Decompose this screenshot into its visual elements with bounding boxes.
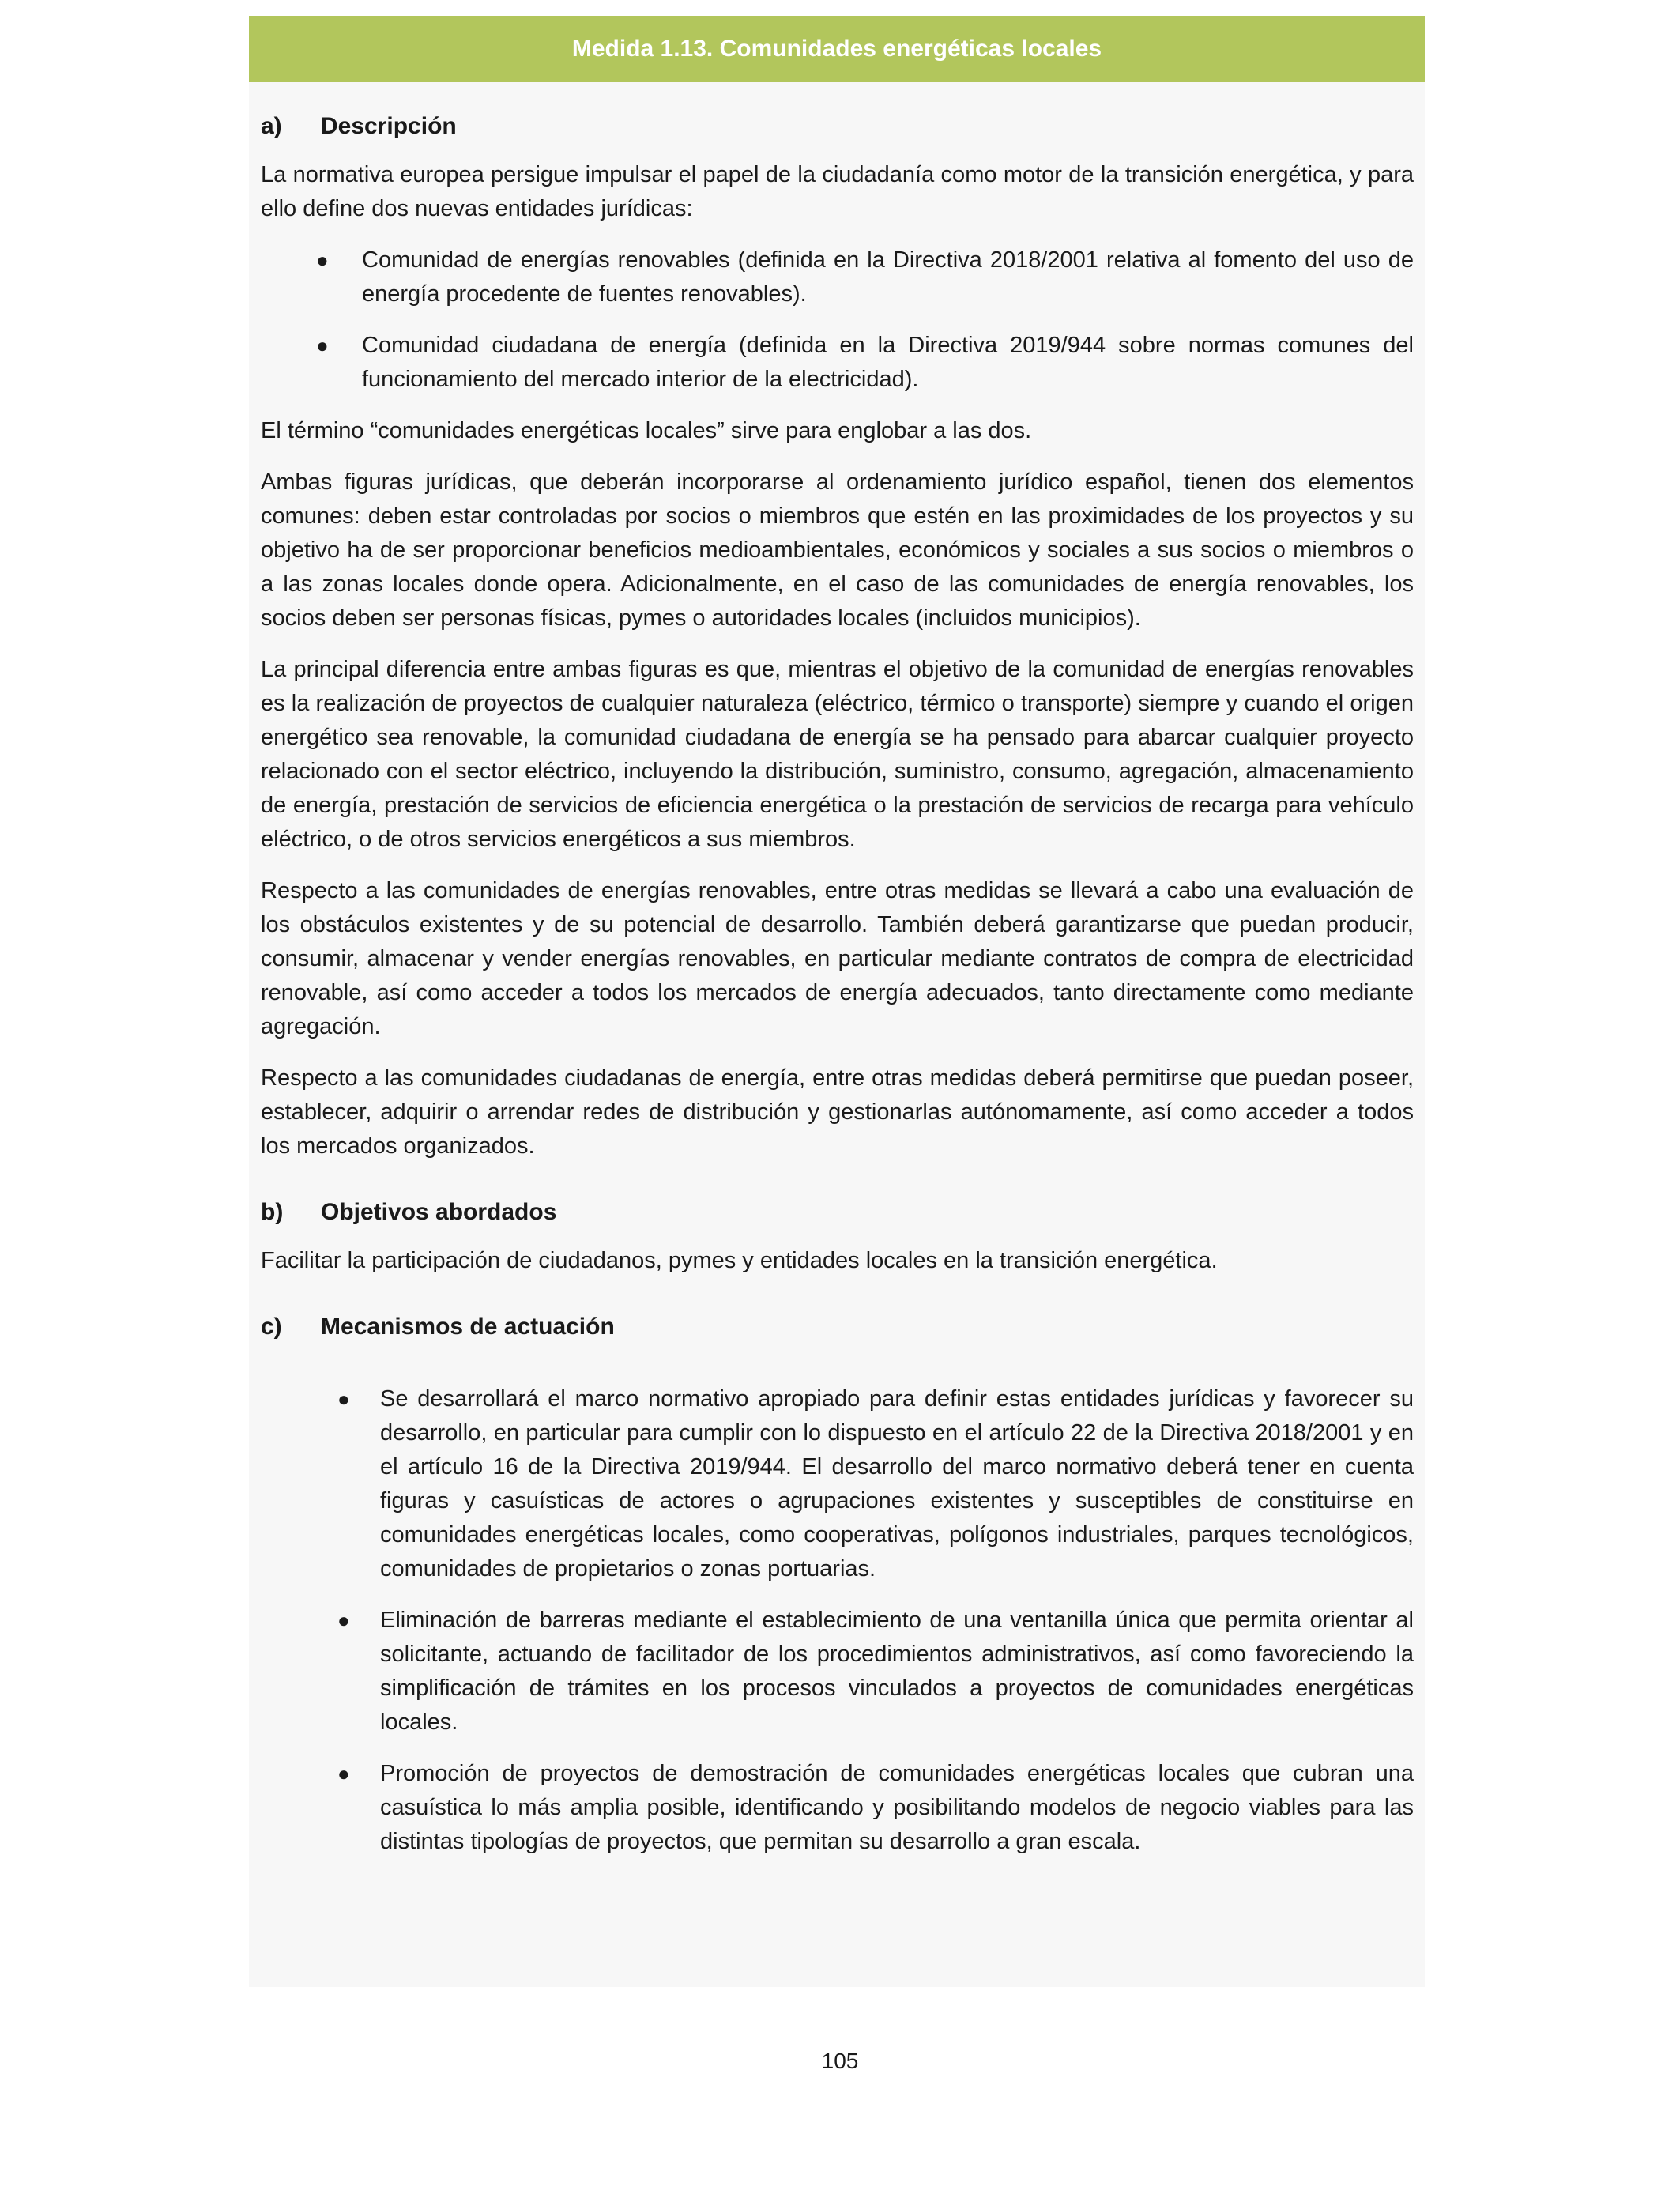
list-item-text: Comunidad de energías renovables (definida en la Directiva 2018/2001 relativa al fomento del uso de energía procedente de fuentes renovables).: [362, 247, 1414, 307]
list-item-text: Promoción de proyectos de demostración de comunidades energéticas locales que cubran una casuística lo más amplia posible, identificando y posibilitando modelos de negocio viables para las distintas tipologías de proyectos, que permitan su desarrollo a gran escala.: [380, 1761, 1414, 1854]
section-a-intro: La normativa europea persigue impulsar el papel de la ciudadanía como motor de la transición energética, y para ello define dos nuevas entidades jurídicas:: [261, 162, 1414, 221]
list-item-text: Comunidad ciudadana de energía (definida en la Directiva 2019/944 sobre normas comunes del funcionamiento del mercado interior de la electricidad).: [362, 333, 1414, 392]
section-a-heading: [261, 109, 1414, 144]
section-b-text: Facilitar la participación de ciudadanos, pymes y entidades locales en la transición energética.: [261, 1248, 1218, 1273]
list-item-text: Eliminación de barreras mediante el establecimiento de una ventanilla única que permita orientar al solicitante, actuando de facilitador de los procedimientos administrativos, así como favoreciendo la simplificación de trámites en los procesos vinculados a proyectos de comunidades energéticas locales.: [380, 1608, 1414, 1735]
page-number: 105: [821, 2049, 859, 2073]
measure-content: [249, 82, 1425, 1859]
measure-box: [249, 16, 1425, 1987]
list-item: [261, 329, 1414, 397]
list-item-text: Se desarrollará el marco normativo apropiado para definir estas entidades jurídicas y favorecer su desarrollo, en particular para cumplir con lo dispuesto en el artículo 22 de la Directiva 2018/2001 y en el artículo 16 de la Directiva 2019/944. El desarrollo del marco normativo deberá tener en cuenta figuras y casuísticas de actores o agrupaciones existentes y susceptibles de constituirse en comunidades energéticas locales, como cooperativas, polígonos industriales, parques tecnológicos, comunidades de propietarios o zonas portuarias.: [380, 1386, 1414, 1581]
section-a-letter: a): [261, 113, 282, 139]
bullet-icon: ●: [337, 1608, 350, 1632]
list-item: [261, 1382, 1414, 1586]
bullet-icon: ●: [316, 248, 329, 272]
bullet-icon: ●: [316, 334, 329, 357]
bullet-icon: ●: [337, 1387, 350, 1411]
section-c-heading: [261, 1310, 1414, 1344]
section-a-title: Descripción: [321, 113, 457, 139]
section-b-letter: b): [261, 1199, 284, 1225]
paragraph: La principal diferencia entre ambas figuras es que, mientras el objetivo de la comunidad de energías renovables es la realización de proyectos de cualquier naturaleza (eléctrico, térmico o transporte) siempre y cuando el origen energético sea renovable, la comunidad ciudadana de energía se ha pensado para abarcar cualquier proyecto relacionado con el sector eléctrico, incluyendo la distribución, suministro, consumo, agregación, almacenamiento de energía, prestación de servicios de eficiencia energética o la prestación de servicios de recarga para vehículo eléctrico, o de otros servicios energéticos a sus miembros.: [261, 657, 1414, 852]
paragraph: Respecto a las comunidades de energías renovables, entre otras medidas se llevará a cabo una evaluación de los obstáculos existentes y de su potencial de desarrollo. También deberá garantizarse que puedan producir, consumir, almacenar y vender energías renovables, en particular mediante contratos de compra de electricidad renovable, así como acceder a todos los mercados de energía adecuados, tanto directamente como mediante agregación.: [261, 878, 1414, 1039]
section-c-title: Mecanismos de actuación: [321, 1314, 615, 1340]
bullet-icon: ●: [337, 1762, 350, 1785]
paragraph: Ambas figuras jurídicas, que deberán incorporarse al ordenamiento jurídico español, tienen dos elementos comunes: deben estar controladas por socios o miembros que estén en las proximidades de los proyectos y su objetivo ha de ser proporcionar beneficios medioambientales, económicos y sociales a sus socios o miembros o a las zonas locales donde opera. Adicionalmente, en el caso de las comunidades de energía renovables, los socios deben ser personas físicas, pymes o autoridades locales (incluidos municipios).: [261, 469, 1414, 631]
list-item: [261, 1604, 1414, 1740]
mechanism-list: [261, 1382, 1414, 1859]
entity-list: [261, 243, 1414, 397]
section-b-title: Objetivos abordados: [321, 1199, 557, 1225]
section-b-heading: [261, 1195, 1414, 1230]
section-c-letter: c): [261, 1314, 282, 1340]
measure-title: Medida 1.13. Comunidades energéticas locales: [571, 36, 1102, 62]
paragraph: Respecto a las comunidades ciudadanas de energía, entre otras medidas deberá permitirse que puedan poseer, establecer, adquirir o arrendar redes de distribución y gestionarlas autónomamente, así como acceder a todos los mercados organizados.: [261, 1065, 1414, 1159]
list-item: [261, 243, 1414, 311]
paragraph: El término “comunidades energéticas locales” sirve para englobar a las dos.: [261, 418, 1032, 443]
list-item: [261, 1757, 1414, 1859]
measure-header: [249, 16, 1425, 82]
